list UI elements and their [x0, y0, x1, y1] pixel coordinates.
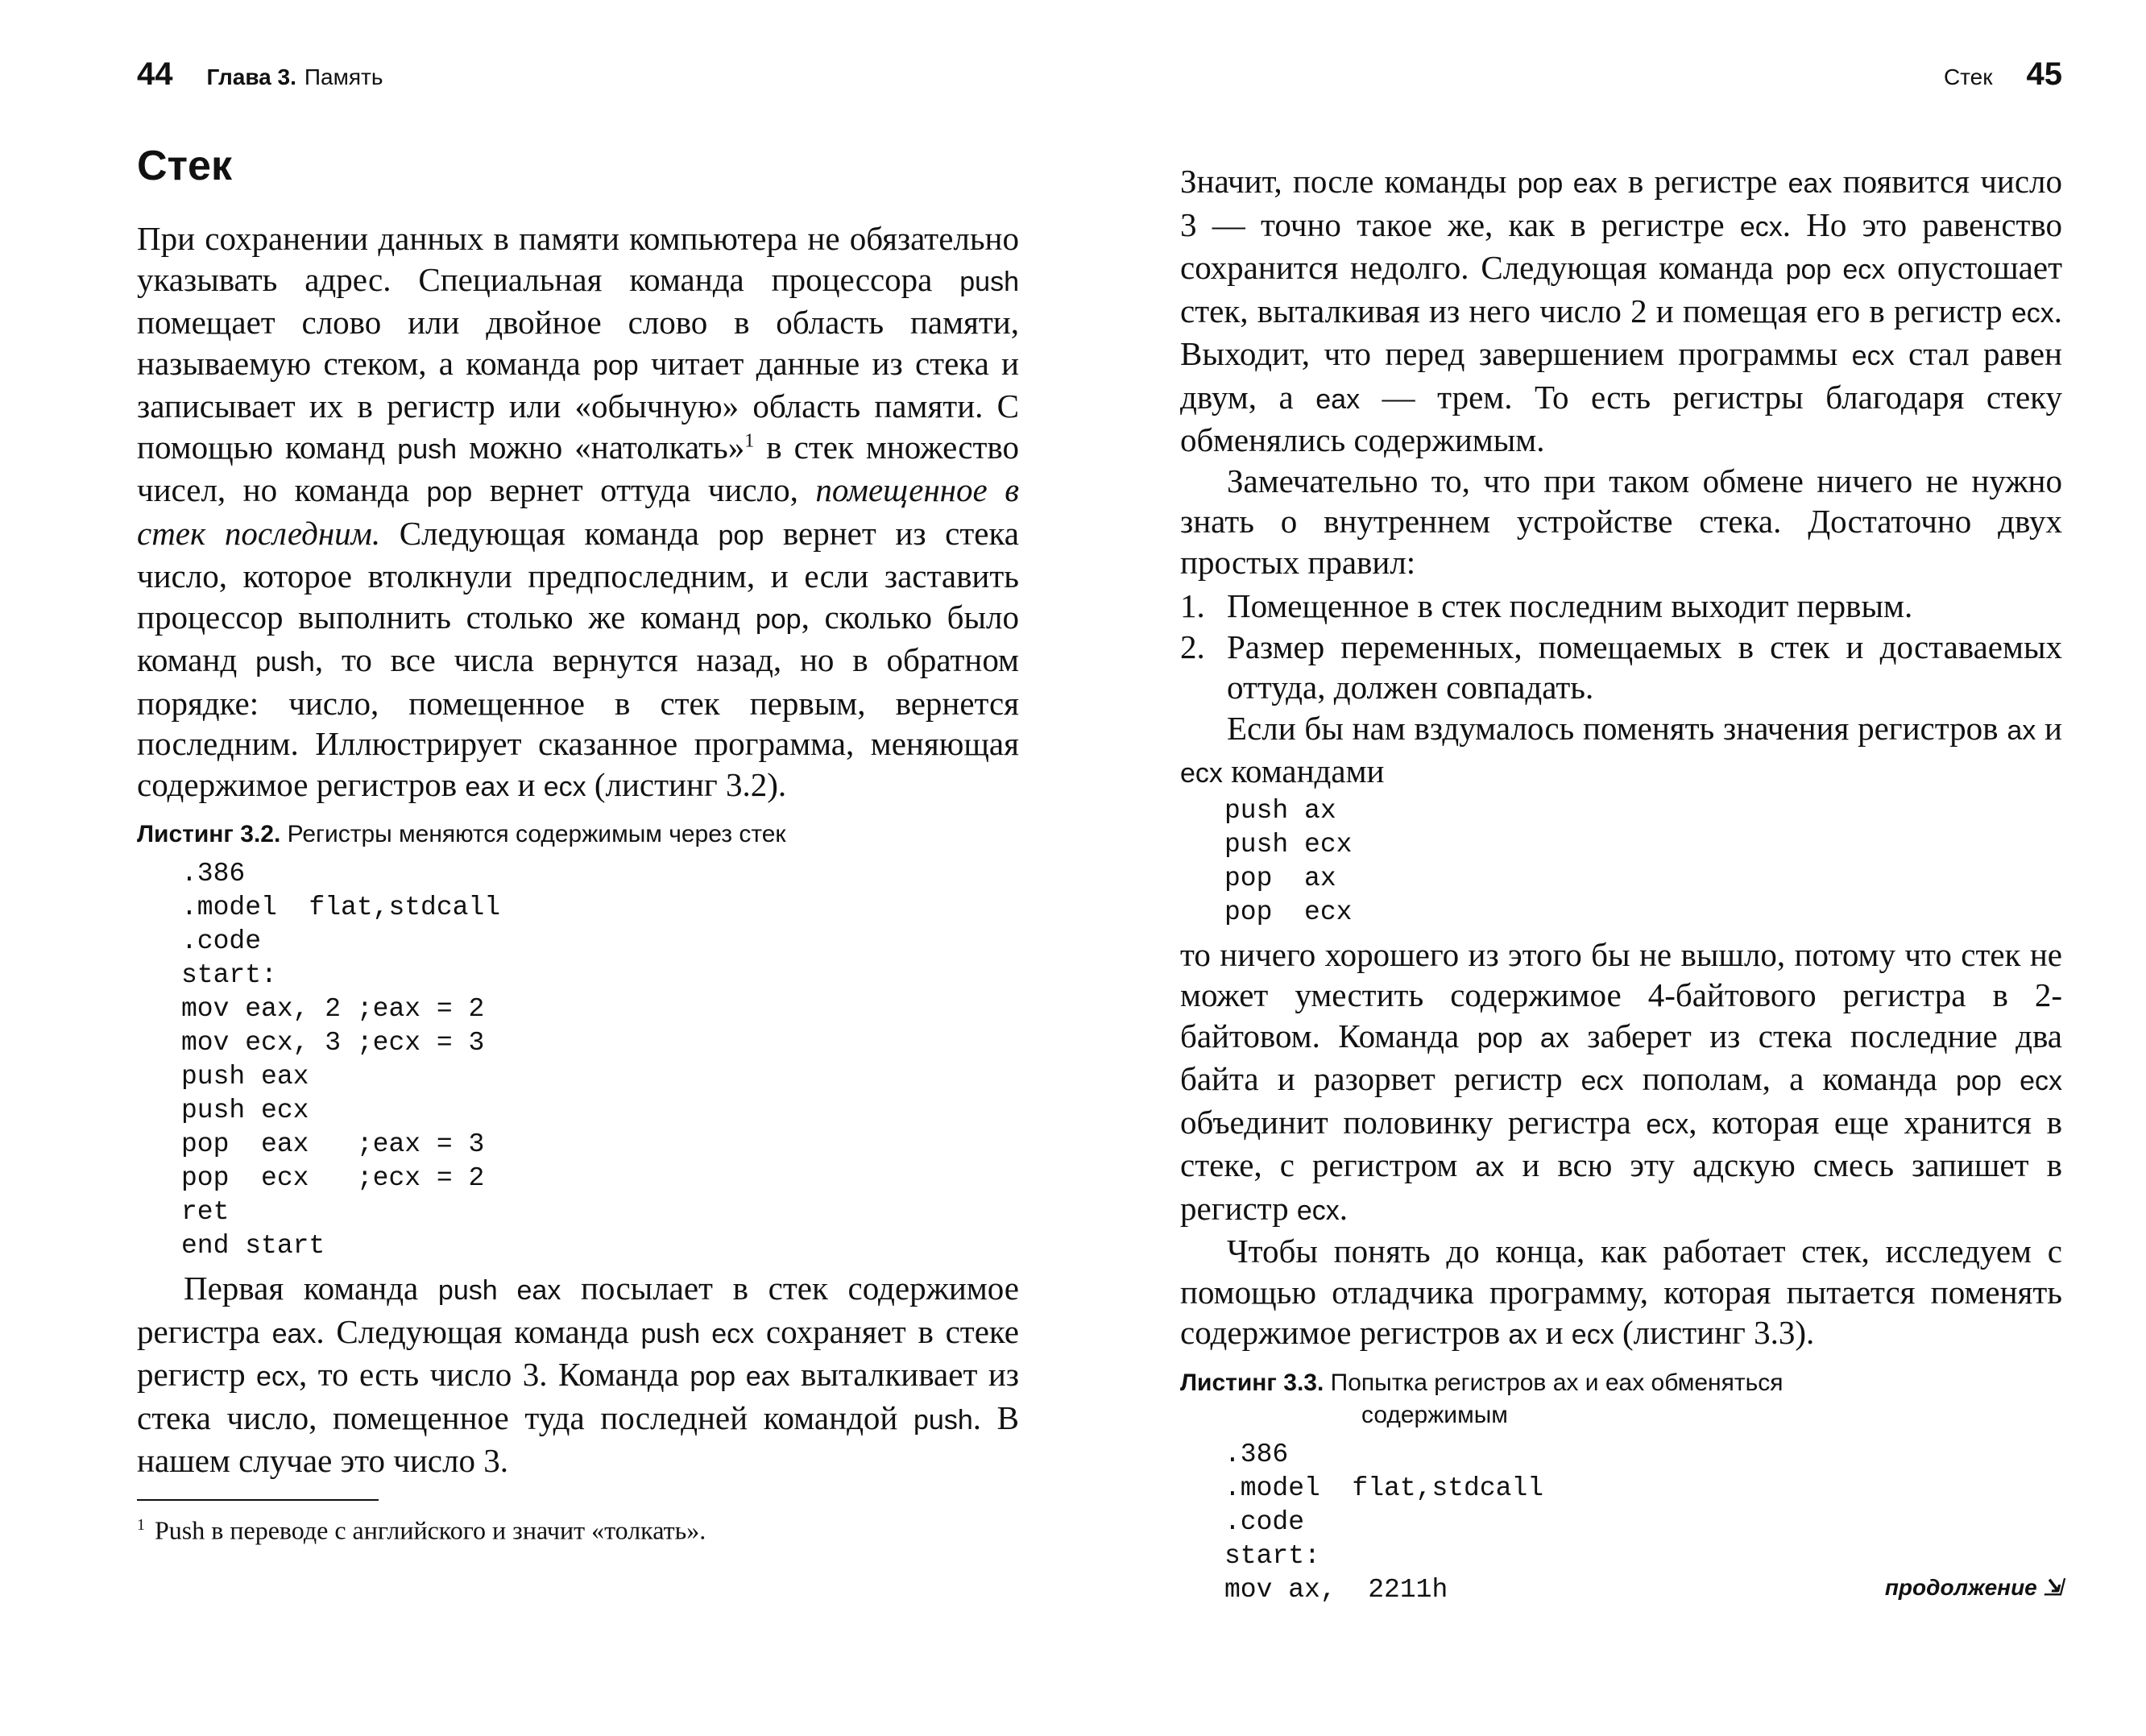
list-item: [1180, 627, 2062, 708]
text-run: в регистре: [1617, 163, 1788, 200]
inline-command: eax: [1315, 383, 1361, 415]
left-page: [137, 0, 1019, 1736]
inline-command: ecx: [1180, 758, 1223, 789]
text-run: , сколько было команд: [137, 598, 1020, 679]
listing-3-2-code: .386 .model flat,stdcall .code start: mov eax, 2 ;eax = 2 mov ecx, 3 ;ecx = 3 push eax push ecx pop eax ;eax = 3 pop ecx ;ecx = 2 ret end start: [181, 859, 501, 1262]
inline-command: ecx: [1296, 1195, 1340, 1226]
listing-3-2-title: Регистры меняются содержимым через стек: [287, 821, 786, 848]
running-section-title: Стек: [1943, 64, 1993, 89]
text-run: объединит половинку регистра: [1180, 1103, 1647, 1141]
text-run: , которая еще хранится в стеке, с регистром: [1180, 1103, 2062, 1183]
continued-marker: продолжение ⇲: [1884, 1574, 2062, 1600]
right-paragraph-2: Замечательно то, что при таком обмене ничего не нужно знать о внутреннем устройстве стека. Достаточно двух простых правил:: [1180, 462, 2062, 581]
inline-command: pop ax: [1477, 1022, 1569, 1054]
listing-3-3-code: .386 .model flat,stdcall .code start: mov ax, 2211h: [1224, 1439, 1544, 1605]
listing-3-2-label: Листинг 3.2.: [137, 821, 281, 848]
text-run: Если бы нам вздумалось поменять значения регистров: [1227, 709, 2007, 747]
text-run: выталкивает из стека число, помещенное туда последней командой: [137, 1356, 1019, 1436]
inline-command: pop: [592, 350, 639, 381]
left-paragraph-2: [137, 1268, 1019, 1481]
text-run: Следующая команда: [380, 514, 719, 552]
left-paragraph-1: [137, 218, 1019, 807]
inline-command: pop: [755, 603, 802, 635]
chapter-title: Память: [304, 64, 383, 89]
text-run: вернет оттуда число,: [472, 471, 816, 509]
inline-command: push ecx: [640, 1318, 755, 1349]
inline-command: ecx: [1851, 341, 1895, 371]
listing-3-2-caption: [137, 818, 1019, 851]
text-run: Чтобы понять до конца, как работает стек, исследуем с помощью отладчика программу, которая пытается поменять содержимое регистров: [1180, 1233, 2062, 1351]
inline-command: push: [959, 266, 1019, 297]
inline-command: ecx: [256, 1361, 299, 1393]
text-run: , то все числа вернутся назад, но в обратном порядке: число, помещенное в стек первым, вернется последним. Иллюстрирует сказанное программа, меняющая содержимое регистров: [137, 641, 1019, 803]
text-run: командами: [1222, 752, 1385, 789]
text-run: . Но это равенство сохранится недолго. Следующая команда: [1180, 205, 2063, 286]
inline-command: ecx: [1739, 211, 1783, 242]
left-running-head: [137, 56, 383, 97]
listing-3-3-title-cont: содержимым: [1361, 1401, 1508, 1428]
inline-command: pop: [718, 520, 764, 551]
text-run: (листинг 3.3).: [1614, 1314, 1815, 1351]
left-content: [137, 143, 1019, 1546]
text-run: появится число 3 — точно такое же, как в регистре: [1180, 163, 2063, 243]
right-page-number: 45: [2026, 56, 2062, 92]
text-run: При сохранении данных в памяти компьютера не обязательно указывать адрес. Специальная команда процессора: [137, 220, 1019, 298]
footnote-mark: 1: [137, 1515, 145, 1534]
inline-command: ax: [1475, 1152, 1505, 1183]
text-run: Значит, после команды: [1180, 163, 1518, 200]
section-title: Стек: [137, 143, 232, 189]
list-number: 1.: [1180, 587, 1205, 624]
footnote-text: Push в переводе с английского и значит «толкать».: [155, 1515, 706, 1545]
listing-3-3-title: Попытка регистров ax и eax обменяться: [1330, 1369, 1784, 1396]
right-paragraph-1: [1180, 161, 2062, 461]
text-run: .: [1339, 1189, 1348, 1227]
text-run: . В нашем случае это число 3.: [137, 1398, 1019, 1480]
footnote: [137, 1509, 1019, 1547]
inline-command: push: [914, 1404, 973, 1436]
inline-command: ax: [2007, 715, 2036, 746]
text-run: Первая команда: [184, 1270, 438, 1307]
right-paragraph-4: [1180, 934, 2062, 1232]
list-item: [1180, 586, 2062, 627]
rules-list: [1180, 586, 2062, 708]
text-run: , то есть число 3. Команда: [298, 1356, 690, 1394]
inline-command: pop: [426, 477, 473, 508]
inline-command: push: [255, 647, 315, 678]
footnote-reference: 1: [744, 430, 755, 452]
inline-command: eax: [1788, 168, 1833, 199]
inline-command: pop eax: [1517, 168, 1618, 199]
text-run: в стек множество чисел, но команда: [137, 428, 1019, 509]
right-paragraph-3: [1180, 708, 2062, 794]
text-run: и всю эту адскую смесь запишет в регистр: [1180, 1146, 2063, 1227]
text-run: можно «натолкать»: [457, 428, 745, 466]
text-run: опустошает стек, выталкивая из него число 2 и помещая его в регистр: [1180, 249, 2062, 329]
right-running-head: [1944, 56, 2062, 97]
text-run: заберет из стека последние два байта и разорвет регистр: [1180, 1017, 2062, 1097]
swap-code: push ax push ecx pop ax pop ecx: [1224, 795, 1353, 927]
inline-command: pop ecx: [1785, 255, 1886, 285]
list-number: 2.: [1180, 628, 1205, 665]
inline-command: ecx: [2011, 297, 2054, 329]
inline-command: pop ecx: [1956, 1066, 2062, 1096]
inline-command: ecx: [543, 771, 586, 802]
text-run: и: [2036, 709, 2062, 747]
text-run: и: [509, 765, 544, 803]
inline-command: ax: [1508, 1320, 1538, 1350]
inline-command: eax: [465, 771, 510, 802]
inline-command: push: [397, 433, 458, 465]
text-run: сохраняет в стеке регистр: [137, 1312, 1020, 1394]
chapter-label: Глава 3.: [206, 64, 296, 89]
text-run: посылает в стек содержимое регистра: [137, 1270, 1020, 1350]
text-run: вернет из стека число, которое втолкнули предпоследним, и если заставить процессор выполнить столько же команд: [137, 514, 1019, 636]
text-run: помещает слово или двойное слово в область памяти, называемую стеком, а команда: [137, 304, 1019, 382]
inline-command: ecx: [1580, 1066, 1624, 1096]
right-page: [1180, 0, 2062, 1736]
inline-command: push eax: [437, 1275, 561, 1307]
list-text: Помещенное в стек последним выходит первым.: [1227, 587, 1913, 624]
right-paragraph-5: [1180, 1231, 2062, 1356]
inline-command: ecx: [1646, 1108, 1689, 1140]
list-text: Размер переменных, помещаемых в стек и доставаемых оттуда, должен совпадать.: [1227, 628, 2062, 706]
text-run: и: [1537, 1314, 1572, 1351]
text-run: пополам, а команда: [1623, 1060, 1956, 1097]
text-run: то ничего хорошего из этого бы не вышло, потому что стек не может уместить содержимое 4-байтового регистра в 2-байтовом. Команда: [1180, 935, 2062, 1054]
listing-3-3-caption: [1180, 1367, 2062, 1431]
text-run: — трем. То есть регистры благодаря стеку обменялись содержимым.: [1180, 378, 2063, 458]
right-content: [1180, 161, 2062, 1612]
text-run: . Следующая команда: [316, 1312, 641, 1350]
text-run: стал равен двум, а: [1180, 335, 2062, 416]
text-run: . Выходит, что перед завершением программы: [1180, 292, 2062, 372]
text-run: (листинг 3.2).: [586, 765, 787, 803]
left-page-number: 44: [137, 56, 173, 92]
inline-command: eax: [271, 1318, 317, 1349]
listing-3-3-label: Листинг 3.3.: [1180, 1369, 1324, 1396]
text-run: читает данные из стека и записывает их в регистр или «обычную» область памяти. С помощью команд: [137, 344, 1019, 466]
footnote-divider: [137, 1499, 379, 1501]
inline-command: pop eax: [690, 1361, 790, 1393]
emphasis: помещенное в стек последним.: [137, 471, 1019, 552]
inline-command: ecx: [1571, 1320, 1614, 1350]
